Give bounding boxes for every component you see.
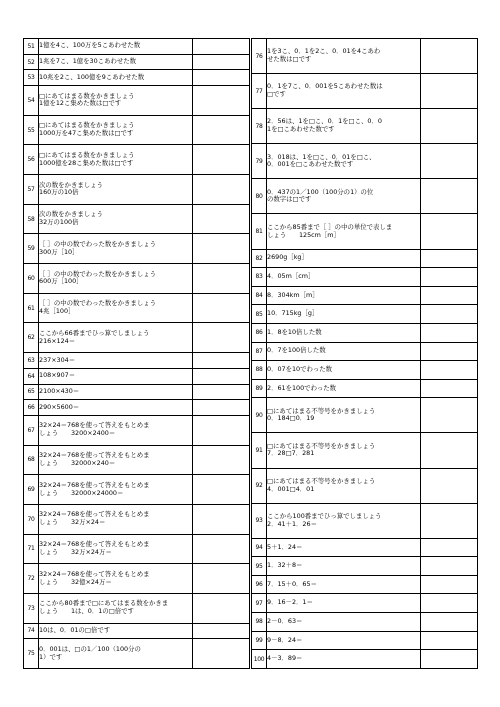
answer-box[interactable] <box>421 305 478 324</box>
question-cell <box>39 564 193 594</box>
question-row <box>252 433 478 468</box>
question-row <box>252 323 478 342</box>
question-cell <box>267 538 421 557</box>
answer-box[interactable] <box>193 564 250 594</box>
question-number: 87 <box>252 342 267 361</box>
question-cell <box>267 214 421 249</box>
question-text: 0．437の1／100（100分の1）の位 の数字は□です <box>267 187 374 204</box>
question-cell <box>267 379 421 398</box>
question-cell <box>267 650 421 669</box>
answer-box[interactable] <box>193 293 250 323</box>
question-text: 1を3こ、0．1を2こ、0．01を4こあわ せた数は□です <box>267 47 381 64</box>
question-number: 54 <box>24 86 39 116</box>
question-cell <box>39 384 193 400</box>
question-text: ［ ］の中の数でわった数をかきましょう 4兆［100］ <box>39 299 156 316</box>
question-text: 5＋1．24＝ <box>267 542 303 551</box>
question-number: 73 <box>24 593 39 623</box>
question-text: 次の数をかきましょう 32万の100倍 <box>39 210 103 227</box>
question-cell <box>267 613 421 632</box>
answer-box[interactable] <box>421 179 478 214</box>
question-number: 72 <box>24 564 39 594</box>
answer-box[interactable] <box>193 415 250 445</box>
question-text: 9．16－2．1＝ <box>267 598 313 607</box>
answer-box[interactable] <box>193 593 250 623</box>
question-number: 71 <box>24 534 39 564</box>
question-number: 80 <box>252 179 267 214</box>
question-text: 32×24＝768を使って答えをもとめま しょう 3200×2400＝ <box>39 421 150 438</box>
question-row <box>252 361 478 380</box>
question-row <box>252 39 478 74</box>
answer-box[interactable] <box>421 39 478 74</box>
answer-box[interactable] <box>421 268 478 287</box>
question-text: 8．304km［m］ <box>267 290 319 299</box>
left-question-table <box>23 38 250 669</box>
question-number: 93 <box>252 503 267 538</box>
question-number: 77 <box>252 74 267 109</box>
worksheet <box>23 38 478 669</box>
question-cell <box>39 400 193 416</box>
question-text: 1．32＋8＝ <box>267 561 303 570</box>
question-text: 32×24＝768を使って答えをもとめま しょう 32000×24000＝ <box>39 480 150 497</box>
question-cell <box>267 468 421 503</box>
question-row <box>24 534 250 564</box>
answer-box[interactable] <box>193 204 250 234</box>
question-number: 88 <box>252 361 267 380</box>
question-cell <box>39 70 193 86</box>
answer-box[interactable] <box>193 353 250 369</box>
answer-box[interactable] <box>421 74 478 109</box>
question-row <box>24 564 250 594</box>
question-cell <box>267 286 421 305</box>
question-cell <box>39 504 193 534</box>
answer-box[interactable] <box>193 623 250 639</box>
question-cell <box>39 39 193 55</box>
question-text: ここから66番までひっ算でしましょう 216×124＝ <box>39 328 150 345</box>
question-text: □にあてはまる不等号をかきましょう 0．184□0．19 <box>267 406 376 423</box>
question-row <box>252 179 478 214</box>
right-question-rows <box>252 39 478 669</box>
question-text: 1兆を7こ、1億を30こあわせた数 <box>39 57 137 66</box>
question-row <box>24 445 250 475</box>
answer-box[interactable] <box>421 613 478 632</box>
question-row <box>24 415 250 445</box>
answer-box[interactable] <box>421 650 478 669</box>
question-text: ここから85番まで［ ］の中の単位で表しま しょう 125cm［m］ <box>267 222 393 239</box>
question-row <box>252 74 478 109</box>
question-cell <box>39 145 193 175</box>
left-question-rows <box>24 39 250 669</box>
question-text: 0．07を10でわった数 <box>267 365 332 374</box>
question-cell <box>267 179 421 214</box>
question-text: ここから100番までひっ算でしましょう 2．41＋1．26＝ <box>267 511 382 528</box>
question-text: 次の数をかきましょう 160万の10倍 <box>39 180 103 197</box>
question-number: 69 <box>24 475 39 505</box>
question-cell <box>39 368 193 384</box>
question-text: 4．05m［cm］ <box>267 272 315 281</box>
question-text: 108×907＝ <box>39 371 76 380</box>
question-cell <box>267 342 421 361</box>
question-number: 64 <box>24 368 39 384</box>
question-text: 10は、0．01の□倍です <box>39 625 111 634</box>
question-number: 85 <box>252 305 267 324</box>
question-cell <box>267 398 421 433</box>
question-number: 56 <box>24 145 39 175</box>
question-number: 52 <box>24 54 39 70</box>
question-number: 76 <box>252 39 267 74</box>
question-number: 63 <box>24 353 39 369</box>
question-cell <box>39 534 193 564</box>
question-text: □にあてはまる不等号をかきましょう 4．001□4．01 <box>267 476 376 493</box>
question-cell <box>267 575 421 594</box>
answer-box[interactable] <box>193 639 250 669</box>
answer-box[interactable] <box>193 86 250 116</box>
answer-box[interactable] <box>421 433 478 468</box>
question-row <box>24 475 250 505</box>
answer-box[interactable] <box>193 145 250 175</box>
question-number: 57 <box>24 175 39 205</box>
question-cell <box>39 445 193 475</box>
question-cell <box>39 54 193 70</box>
question-cell <box>39 623 193 639</box>
question-cell <box>267 249 421 268</box>
question-row <box>252 249 478 268</box>
answer-box[interactable] <box>421 468 478 503</box>
question-number: 96 <box>252 575 267 594</box>
question-text: 7．15＋0．65＝ <box>267 579 317 588</box>
question-number: 51 <box>24 39 39 55</box>
question-cell <box>267 323 421 342</box>
answer-box[interactable] <box>193 39 250 55</box>
question-number: 68 <box>24 445 39 475</box>
question-cell <box>39 204 193 234</box>
answer-box[interactable] <box>421 342 478 361</box>
question-row <box>252 268 478 287</box>
question-cell <box>267 503 421 538</box>
question-text: 2690g［kg］ <box>267 253 308 262</box>
question-row <box>252 379 478 398</box>
question-number: 81 <box>252 214 267 249</box>
question-text: ［ ］の中の数でわった数をかきましょう 600万［100］ <box>39 269 156 286</box>
question-row <box>24 145 250 175</box>
question-row <box>252 286 478 305</box>
question-cell <box>267 144 421 179</box>
answer-box[interactable] <box>193 323 250 353</box>
question-cell <box>39 293 193 323</box>
answer-box[interactable] <box>421 214 478 249</box>
answer-box[interactable] <box>421 144 478 179</box>
question-row <box>252 468 478 503</box>
question-cell <box>267 594 421 613</box>
question-row <box>24 86 250 116</box>
question-row <box>24 400 250 416</box>
question-cell <box>39 353 193 369</box>
question-row <box>252 631 478 650</box>
question-number: 84 <box>252 286 267 305</box>
question-number: 92 <box>252 468 267 503</box>
question-row <box>252 594 478 613</box>
question-row <box>24 70 250 86</box>
question-cell <box>39 415 193 445</box>
question-number: 58 <box>24 204 39 234</box>
answer-box[interactable] <box>193 384 250 400</box>
question-number: 78 <box>252 109 267 144</box>
question-number: 61 <box>24 293 39 323</box>
question-row <box>24 353 250 369</box>
answer-box[interactable] <box>193 445 250 475</box>
right-question-table <box>251 38 478 669</box>
answer-box[interactable] <box>193 54 250 70</box>
question-text: 2．56は、1を□こ、0．1を□こ、0．0 1を□こあわせた数です <box>267 117 382 134</box>
question-row <box>24 175 250 205</box>
question-number: 89 <box>252 379 267 398</box>
question-number: 79 <box>252 144 267 179</box>
question-number: 99 <box>252 631 267 650</box>
question-text: 32×24＝768を使って答えをもとめま しょう 32000×240＝ <box>39 451 150 467</box>
question-cell <box>267 305 421 324</box>
question-cell <box>267 361 421 380</box>
question-cell <box>39 234 193 264</box>
question-number: 91 <box>252 433 267 468</box>
question-text: 32×24＝768を使って答えをもとめま しょう 32億×24万＝ <box>39 569 150 586</box>
question-number: 95 <box>252 557 267 576</box>
answer-box[interactable] <box>421 249 478 268</box>
question-text: 2－0．63＝ <box>267 616 303 625</box>
question-cell <box>39 593 193 623</box>
question-row <box>252 398 478 433</box>
question-row <box>24 623 250 639</box>
question-row <box>24 384 250 400</box>
question-row <box>24 293 250 323</box>
answer-box[interactable] <box>421 109 478 144</box>
question-row <box>24 504 250 534</box>
question-number: 53 <box>24 70 39 86</box>
question-cell <box>39 264 193 294</box>
question-number: 86 <box>252 323 267 342</box>
question-text: □にあてはまる数をかきましょう 1000万を47こ集めた数は□です <box>39 121 135 138</box>
question-text: 0．1を7こ、0．001を5こあわせた数は □です <box>267 82 383 99</box>
question-text: □にあてはまる数をかきましょう 1000億を28こ集めた数は□です <box>39 150 135 167</box>
question-text: 9－8．24＝ <box>267 635 303 644</box>
question-row <box>24 593 250 623</box>
question-text: 1．8を10倍した数 <box>267 327 322 336</box>
question-row <box>24 234 250 264</box>
answer-box[interactable] <box>421 379 478 398</box>
question-text: 1億を4こ、100万を5こあわせた数 <box>39 41 141 50</box>
question-row <box>252 575 478 594</box>
question-cell <box>39 86 193 116</box>
question-text: 2100×430＝ <box>39 386 80 395</box>
question-cell <box>267 39 421 74</box>
answer-box[interactable] <box>193 475 250 505</box>
question-row <box>24 115 250 145</box>
answer-box[interactable] <box>421 398 478 433</box>
question-text: 0．001は、□の1／100（100分の 1）です <box>39 644 141 661</box>
answer-box[interactable] <box>421 631 478 650</box>
question-text: 10兆を2こ、100億を9こあわせた数 <box>39 72 145 81</box>
answer-box[interactable] <box>193 504 250 534</box>
question-row <box>24 264 250 294</box>
question-text: 3．018は、1を□こ、0．01を□こ、 0．001を□こあわせた数です <box>267 152 376 169</box>
question-row <box>252 109 478 144</box>
question-text: 10．715kg［g］ <box>267 309 319 318</box>
right-column <box>251 38 478 669</box>
question-number: 94 <box>252 538 267 557</box>
question-row <box>252 613 478 632</box>
question-row <box>24 39 250 55</box>
question-row <box>252 214 478 249</box>
answer-box[interactable] <box>193 368 250 384</box>
question-row <box>24 639 250 669</box>
answer-box[interactable] <box>421 557 478 576</box>
question-text: 237×304＝ <box>39 355 76 364</box>
question-text: 2．61を100でわった数 <box>267 383 337 392</box>
answer-box[interactable] <box>193 534 250 564</box>
question-row <box>24 54 250 70</box>
question-row <box>252 305 478 324</box>
question-number: 67 <box>24 415 39 445</box>
answer-box[interactable] <box>193 70 250 86</box>
question-cell <box>267 268 421 287</box>
question-number: 82 <box>252 249 267 268</box>
question-row <box>252 503 478 538</box>
answer-box[interactable] <box>421 538 478 557</box>
answer-box[interactable] <box>421 323 478 342</box>
answer-box[interactable] <box>193 175 250 205</box>
question-text: ［ ］の中の数でわった数をかきましょう 300万［10］ <box>39 239 156 256</box>
question-number: 75 <box>24 639 39 669</box>
question-cell <box>267 557 421 576</box>
question-number: 98 <box>252 613 267 632</box>
question-number: 59 <box>24 234 39 264</box>
question-text: 32×24＝768を使って答えをもとめま しょう 32万×24万＝ <box>39 540 150 556</box>
question-row <box>24 323 250 353</box>
question-row <box>24 368 250 384</box>
question-number: 66 <box>24 400 39 416</box>
question-text: 32×24＝768を使って答えをもとめま しょう 32万×24＝ <box>39 510 150 527</box>
question-row <box>252 538 478 557</box>
question-number: 60 <box>24 264 39 294</box>
question-text: 0．7を100倍した数 <box>267 346 326 355</box>
question-text: ここから80番まで□にあてはまる数をかきま しょう 1は、0．1の□倍です <box>39 599 169 616</box>
question-row <box>252 650 478 669</box>
answer-box[interactable] <box>421 361 478 380</box>
question-number: 97 <box>252 594 267 613</box>
question-number: 55 <box>24 115 39 145</box>
question-row <box>24 204 250 234</box>
question-row <box>252 557 478 576</box>
question-number: 74 <box>24 623 39 639</box>
answer-box[interactable] <box>193 115 250 145</box>
question-row <box>252 144 478 179</box>
question-cell <box>267 74 421 109</box>
answer-box[interactable] <box>193 400 250 416</box>
question-text: □にあてはまる不等号をかきましょう 7．28□7．281 <box>267 441 376 458</box>
question-number: 65 <box>24 384 39 400</box>
question-cell <box>267 433 421 468</box>
answer-box[interactable] <box>421 286 478 305</box>
question-text: 290×5600＝ <box>39 402 80 411</box>
question-cell <box>39 475 193 505</box>
answer-box[interactable] <box>193 234 250 264</box>
question-cell <box>267 631 421 650</box>
question-number: 100 <box>252 650 267 669</box>
answer-box[interactable] <box>421 594 478 613</box>
question-number: 70 <box>24 504 39 534</box>
question-cell <box>39 115 193 145</box>
question-cell <box>267 109 421 144</box>
question-number: 83 <box>252 268 267 287</box>
question-cell <box>39 175 193 205</box>
question-text: □にあてはまる数をかきましょう 1億を12こ集めた数は□です <box>39 91 135 108</box>
question-number: 90 <box>252 398 267 433</box>
question-number: 62 <box>24 323 39 353</box>
question-cell <box>39 323 193 353</box>
question-cell <box>39 639 193 669</box>
answer-box[interactable] <box>193 264 250 294</box>
answer-box[interactable] <box>421 575 478 594</box>
question-text: 4－3．89＝ <box>267 654 303 663</box>
left-column <box>23 38 250 669</box>
question-row <box>252 342 478 361</box>
answer-box[interactable] <box>421 503 478 538</box>
